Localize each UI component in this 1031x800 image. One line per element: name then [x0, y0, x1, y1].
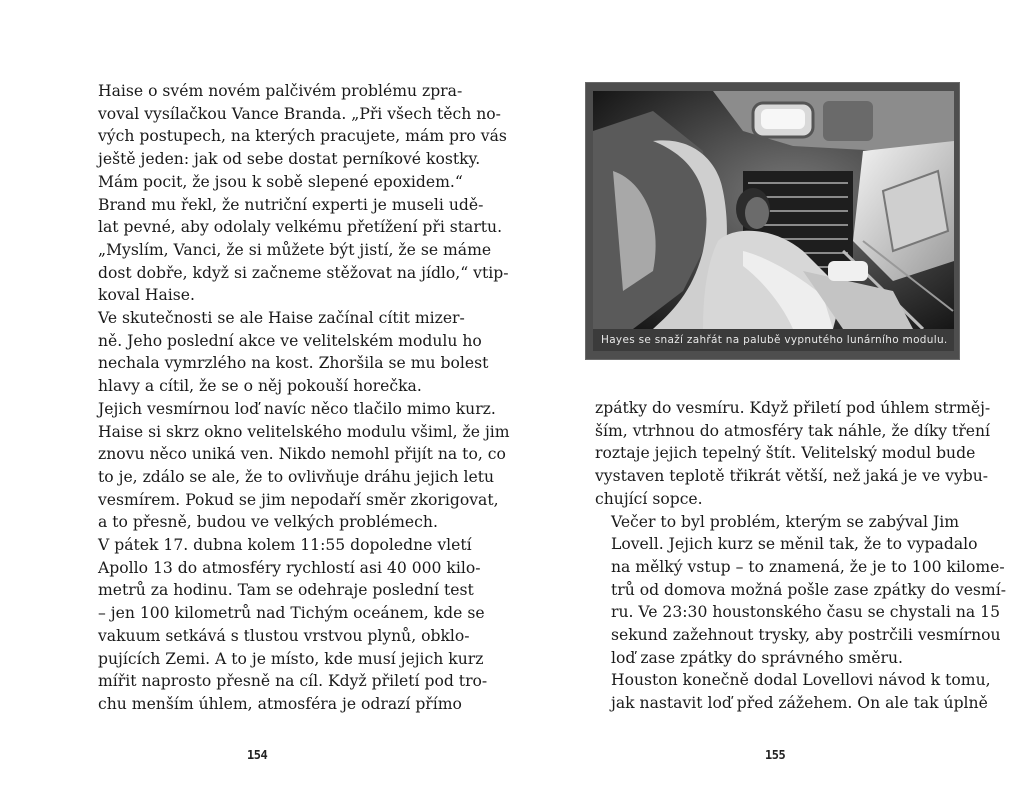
text-line: Haise si skrz okno velitelského modulu všiml, že jim: [98, 422, 510, 441]
text-line: to je, zdálo se ale, že to ovlivňuje dráhu jejich letu: [98, 467, 495, 486]
photo-frame: [585, 82, 960, 360]
text-line: voval vysílačkou Vance Branda. „Při všech těch no-: [98, 104, 501, 123]
paragraph: [82, 307, 489, 398]
text-line: Večer to byl problém, kterým se zabýval Jim: [611, 512, 960, 531]
text-line: V pátek 17. dubna kolem 11:55 dopoledne vletí: [98, 536, 472, 555]
paragraph: [82, 398, 510, 534]
text-line: vystaven teplotě třikrát větší, než jaká je ve vybu-: [595, 467, 989, 486]
paragraph: [595, 511, 1006, 670]
text-line: „Myslím, Vanci, že si můžete být jistí, že se máme: [98, 240, 492, 259]
paragraph: [595, 669, 991, 714]
text-line: pujících Zemi. A to je místo, kde musí jejich kurz: [98, 649, 484, 668]
text-line: trů od domova možná pošle zase zpátky do vesmí-: [611, 580, 1006, 599]
text-line: ru. Ve 23:30 houstonského času se chystali na 15: [611, 603, 1001, 622]
page-number-right: 155: [765, 748, 786, 762]
text-line: vakuum setkává s tlustou vrstvou plynů, obklo-: [98, 626, 470, 645]
paragraph: [82, 239, 509, 307]
text-line: metrů za hodinu. Tam se odehraje poslední test: [98, 581, 474, 600]
text-line: Jejich vesmírnou loď navíc něco tlačilo mimo kurz.: [98, 399, 496, 418]
text-line: ještě jeden: jak od sebe dostat perníkové kostky.: [98, 150, 481, 169]
paragraph: [82, 194, 503, 239]
text-line: koval Haise.: [98, 286, 195, 305]
text-line: Houston konečně dodal Lovellovi návod k tomu,: [611, 671, 991, 690]
text-line: chující sopce.: [595, 489, 703, 508]
paragraph: [82, 80, 507, 194]
left-text-column: [82, 80, 510, 716]
right-text-column: [595, 397, 1006, 715]
text-line: ně. Jeho poslední akce ve velitelském modulu ho: [98, 331, 482, 350]
photo-caption: Hayes se snaží zahřát na palubě vypnutého lunárního modulu.: [593, 329, 954, 351]
text-line: lat pevné, aby odolaly velkému přetížení při startu.: [98, 218, 503, 237]
astronaut-photo: [593, 91, 954, 329]
right-page: [515, 0, 1031, 800]
text-line: loď zase zpátky do správného směru.: [611, 648, 903, 667]
text-line: Haise o svém novém palčivém problému zpra-: [98, 82, 463, 100]
text-line: Apollo 13 do atmosféry rychlostí asi 40 000 kilo-: [98, 558, 481, 577]
text-line: sekund zažehnout trysky, aby postrčili vesmírnou: [611, 626, 1001, 645]
text-line: – jen 100 kilometrů nad Tichým oceánem, kde se: [98, 604, 485, 623]
text-line: mířit naprosto přesně na cíl. Když přiletí pod tro-: [98, 672, 488, 691]
text-line: a to přesně, budou ve velkých problémech.: [98, 513, 438, 532]
text-line: zpátky do vesmíru. Když přiletí pod úhlem strměj-: [595, 399, 991, 417]
text-line: Lovell. Jejich kurz se měnil tak, že to vypadalo: [611, 535, 978, 554]
text-line: jak nastavit loď před zážehem. On ale tak úplně: [611, 694, 988, 713]
text-line: chu menším úhlem, atmosféra je odrazí přímo: [98, 694, 462, 713]
page-number-left: 154: [247, 748, 268, 762]
text-line: vých postupech, na kterých pracujete, mám pro vás: [98, 127, 507, 146]
text-line: vesmírem. Pokud se jim nepodaří směr zkorigovat,: [98, 490, 499, 509]
text-line: Brand mu řekl, že nutriční experti je museli udě-: [98, 195, 484, 214]
text-line: ším, vtrhnou do atmosféry tak náhle, že díky tření: [595, 421, 991, 440]
text-line: roztaje jejich tepelný štít. Velitelský modul bude: [595, 444, 976, 463]
paragraph: [82, 534, 488, 716]
text-line: hlavy a cítil, že se o něj pokouší horečka.: [98, 377, 422, 396]
text-line: Ve skutečnosti se ale Haise začínal cítit mizer-: [98, 309, 465, 328]
text-line: dost dobře, když si začneme stěžovat na jídlo,“ vtip-: [98, 263, 509, 282]
left-page: [0, 0, 515, 800]
text-line: znovu něco uniká ven. Nikdo nemohl přijít na to, co: [98, 445, 506, 464]
text-line: na mělký vstup – to znamená, že je to 100 kilome-: [611, 557, 1005, 576]
text-line: nechala vymrzlého na kost. Zhoršila se mu bolest: [98, 354, 489, 373]
text-line: Mám pocit, že jsou k sobě slepené epoxidem.“: [98, 172, 463, 191]
paragraph: [595, 397, 991, 511]
